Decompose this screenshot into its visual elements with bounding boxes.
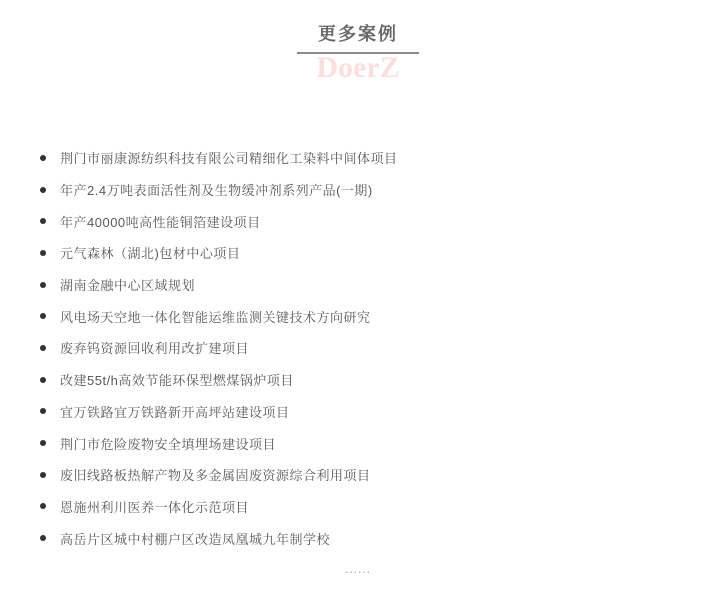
case-list-item[interactable] <box>0 522 716 554</box>
bullet-icon <box>40 472 46 478</box>
bullet-icon <box>40 250 46 256</box>
case-list-item[interactable] <box>0 332 716 364</box>
bullet-icon <box>40 313 46 319</box>
more-indicator: ...... <box>344 562 371 576</box>
case-list-item[interactable] <box>0 269 716 301</box>
case-title: 改建55t/h高效节能环保型燃煤锅炉项目 <box>60 373 294 389</box>
case-title: 荆门市危险废物安全填埋场建设项目 <box>60 436 277 452</box>
case-title: 湖南金融中心区域规划 <box>60 278 196 294</box>
case-list-item[interactable] <box>0 205 716 237</box>
case-list-item[interactable] <box>0 237 716 269</box>
bullet-icon <box>40 345 46 351</box>
case-title: 元气森林（湖北)包材中心项目 <box>60 246 241 262</box>
watermark-doerz: DoerZ <box>316 51 400 84</box>
bullet-icon <box>40 282 46 288</box>
section-title: 更多案例 <box>318 24 398 44</box>
bullet-icon <box>40 440 46 446</box>
bullet-icon <box>40 503 46 509</box>
case-list-item[interactable] <box>0 396 716 428</box>
case-title: 高岳片区城中村棚户区改造凤凰城九年制学校 <box>60 531 331 547</box>
case-list-item[interactable] <box>0 427 716 459</box>
bullet-icon <box>40 155 46 161</box>
case-list-item[interactable] <box>0 174 716 206</box>
more-cases-section <box>0 24 716 576</box>
case-title: 年产40000吨高性能铜箔建设项目 <box>60 214 261 230</box>
bullet-icon <box>40 408 46 414</box>
case-title: 荆门市丽康源纺织科技有限公司精细化工染料中间体项目 <box>60 151 398 167</box>
bullet-icon <box>40 187 46 193</box>
bullet-icon <box>40 535 46 541</box>
case-title: 风电场天空地一体化智能运维监测关键技术方向研究 <box>60 309 371 325</box>
case-title: 恩施州利川医养一体化示范项目 <box>60 499 250 515</box>
section-header <box>297 24 419 54</box>
case-list-item[interactable] <box>0 142 716 174</box>
bullet-icon <box>40 377 46 383</box>
case-list-item[interactable] <box>0 459 716 491</box>
case-list-item[interactable] <box>0 364 716 396</box>
bullet-icon <box>40 218 46 224</box>
case-title: 废旧线路板热解产物及多金属固废资源综合利用项目 <box>60 468 371 484</box>
case-title: 年产2.4万吨表面活性剂及生物缓冲剂系列产品(一期) <box>60 183 373 199</box>
case-list-item[interactable] <box>0 300 716 332</box>
case-list <box>0 142 716 554</box>
case-title: 宜万铁路宜万铁路新开高坪站建设项目 <box>60 404 290 420</box>
case-title: 废弃钨资源回收利用改扩建项目 <box>60 341 250 357</box>
case-list-item[interactable] <box>0 491 716 523</box>
